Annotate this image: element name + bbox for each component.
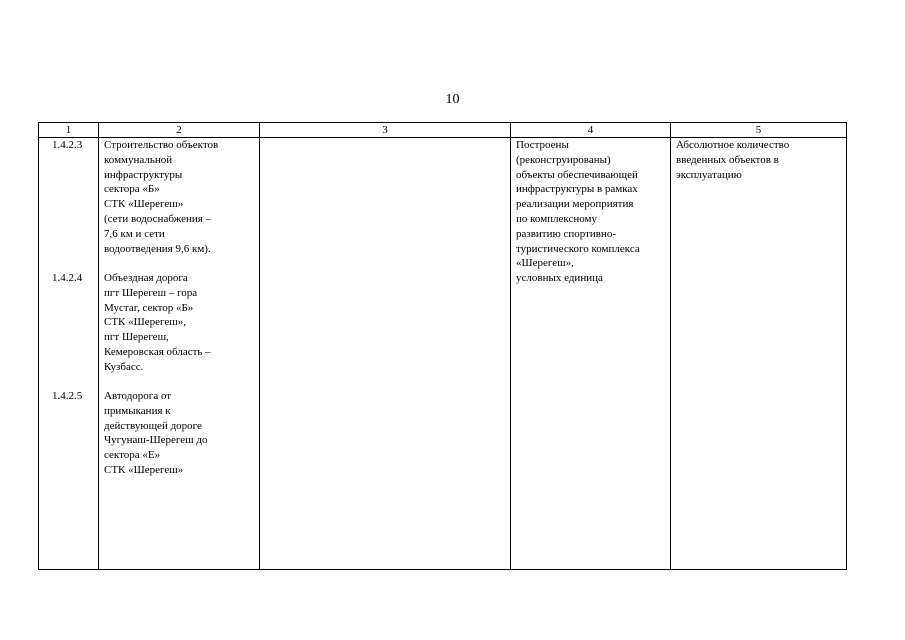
header-cell-1: 1	[39, 123, 99, 138]
result-cell	[511, 138, 671, 570]
header-row	[39, 123, 847, 138]
indicator-cell	[671, 138, 847, 570]
indicator-text: Абсолютное количество введенных объектов в эксплуатацию	[676, 139, 790, 181]
header-cell-3: 3	[260, 123, 511, 138]
object-cell	[99, 138, 260, 570]
object-1-4-2-5: Автодорога от примыкания к действующей дороге Чугунаш-Шерегеш до сектора «Е» СТК «Шерегеш»	[104, 390, 208, 476]
code-1-4-2-4: 1.4.2.4	[52, 272, 83, 284]
object-1-4-2-4: Объездная дорога пгт Шерегеш – гора Мустаг, сектор «Б» СТК «Шерегеш», пгт Шерегеш, Кемеровская область – Кузбасс.	[104, 272, 211, 373]
code-1-4-2-3: 1.4.2.3	[52, 139, 83, 151]
column-3-cell	[260, 138, 511, 570]
header-cell-4: 4	[511, 123, 671, 138]
object-1-4-2-3: Строительство объектов коммунальной инфраструктуры сектора «Б» СТК «Шерегеш» (сети водоснабжения – 7,6 км и сети водоотведения 9,6 км).	[104, 139, 219, 255]
table-row	[39, 138, 847, 570]
code-cell	[39, 138, 99, 570]
data-table	[38, 122, 847, 570]
code-1-4-2-5: 1.4.2.5	[52, 390, 83, 402]
header-cell-5: 5	[671, 123, 847, 138]
header-cell-2: 2	[99, 123, 260, 138]
page-number: 10	[445, 92, 460, 107]
result-text: Построены (реконструированы) объекты обеспечивающей инфраструктуры в рамках реализации мероприятия по комплексному развитию спортивно- туристического комплекса «Шерегеш», условных единица	[516, 139, 640, 285]
